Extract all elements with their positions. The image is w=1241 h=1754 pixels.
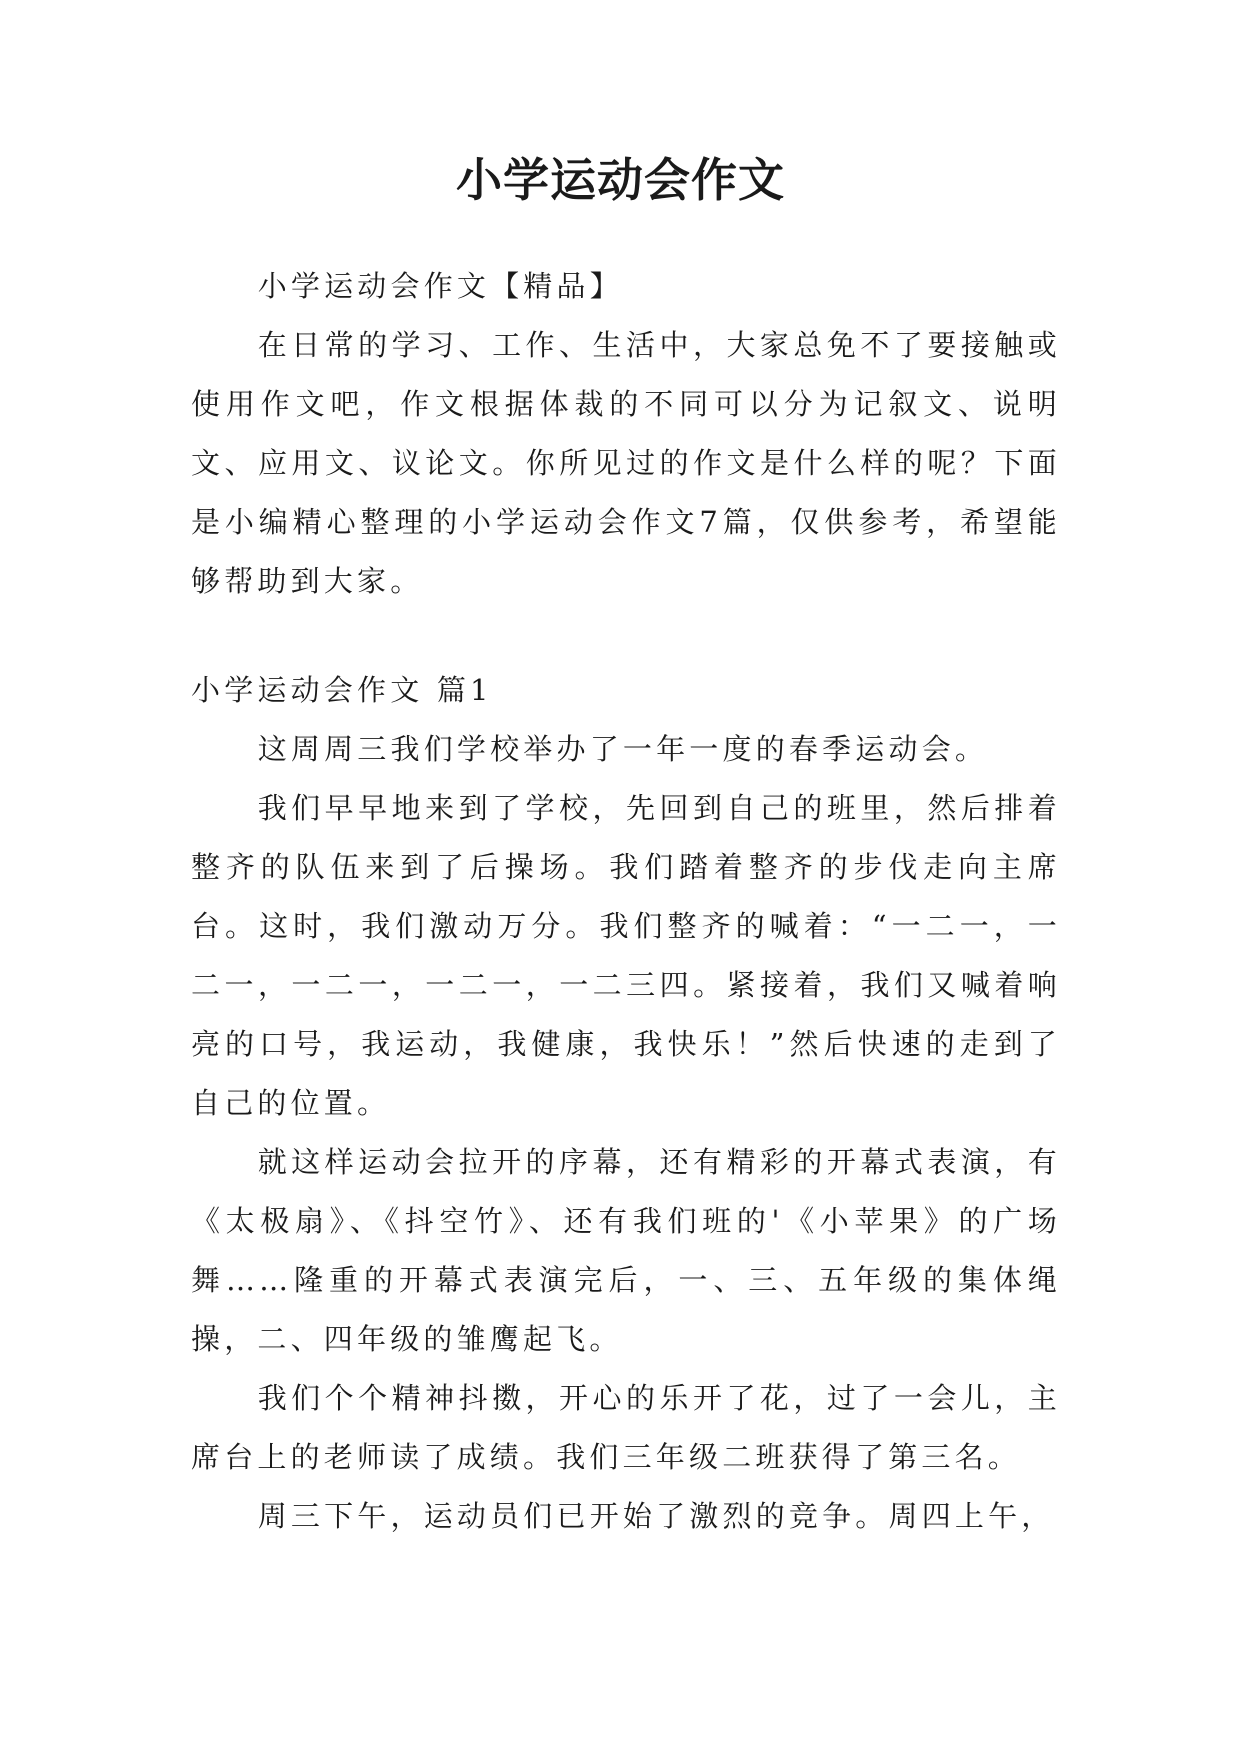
document-subtitle: 小学运动会作文【精品】 [257,269,623,303]
paragraph: 周三下午，运动员们已开始了激烈的竞争。周四上午， [257,1499,1055,1533]
intro-paragraph: 在日常的学习、工作、生活中，大家总免不了要接触或使用作文吧，作文根据体裁的不同可以分为记叙文、说明文、应用文、议论文。你所见过的作文是什么样的呢？下面是小编精心整理的小学运动会作文7篇，仅供参考，希望能够帮助到大家。 [191,328,1061,598]
document-title: 小学运动会作文 [456,153,785,207]
paragraph: 我们个个精神抖擞，开心的乐开了花，过了一会儿，主席台上的老师读了成绩。我们三年级二班获得了第三名。 [191,1381,1061,1474]
section-heading: 小学运动会作文 篇1 [191,673,493,707]
paragraph: 这周周三我们学校举办了一年一度的春季运动会。 [257,732,989,766]
paragraph: 我们早早地来到了学校，先回到自己的班里，然后排着整齐的队伍来到了后操场。我们踏着整齐的步伐走向主席台。这时，我们激动万分。我们整齐的喊着：“一二一，一二一，一二一，一二一，一二三四。紧接着，我们又喊着响亮的口号，我运动，我健康，我快乐！”然后快速的走到了自己的位置。 [191,791,1061,1120]
document-body [191,257,1061,1546]
paragraph: 就这样运动会拉开的序幕，还有精彩的开幕式表演，有《太极扇》、《抖空竹》、还有我们班的'《小苹果》的广场舞……隆重的开幕式表演完后，一、三、五年级的集体绳操，二、四年级的雏鹰起飞。 [191,1145,1061,1356]
